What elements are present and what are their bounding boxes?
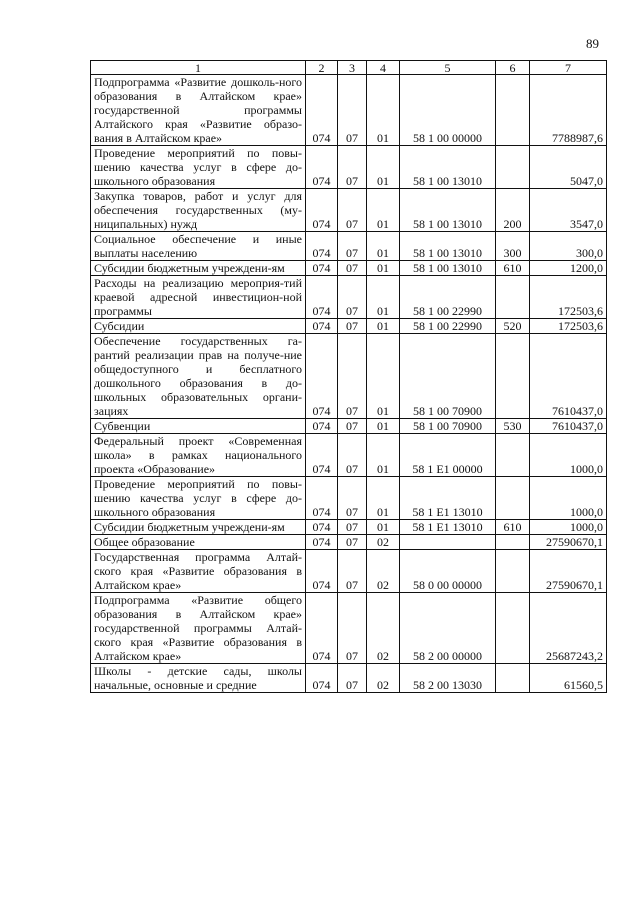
row-section-code: 07 (338, 419, 367, 434)
row-amount: 7788987,6 (530, 75, 607, 146)
header-col-6: 6 (496, 61, 530, 75)
row-name: Субвенции (91, 419, 306, 434)
row-expense-type-code: 300 (496, 232, 530, 261)
row-section-code: 07 (338, 232, 367, 261)
table-body (91, 61, 607, 693)
row-subsection-code: 01 (367, 276, 400, 319)
table-row (91, 535, 607, 550)
table-row (91, 520, 607, 535)
row-amount: 1000,0 (530, 434, 607, 477)
row-subsection-code: 01 (367, 261, 400, 276)
table-row (91, 664, 607, 693)
row-expense-type-code: 200 (496, 189, 530, 232)
row-amount: 25687243,2 (530, 593, 607, 664)
table-row (91, 189, 607, 232)
row-name: Подпрограмма «Развитие общего образования в Алтайском крае» государственной программы Алтай-ского края «Развитие образования в Алтайском крае» (91, 593, 306, 664)
row-subsection-code: 01 (367, 520, 400, 535)
budget-table (90, 60, 607, 693)
header-col-4: 4 (367, 61, 400, 75)
row-expense-type-code: 520 (496, 319, 530, 334)
row-amount: 3547,0 (530, 189, 607, 232)
row-expense-type-code: 610 (496, 261, 530, 276)
table-row (91, 232, 607, 261)
row-ministry-code: 074 (306, 146, 338, 189)
row-name: Общее образование (91, 535, 306, 550)
table-row (91, 146, 607, 189)
row-section-code: 07 (338, 75, 367, 146)
row-section-code: 07 (338, 146, 367, 189)
row-target-item-code: 58 1 00 22990 (400, 276, 496, 319)
row-section-code: 07 (338, 664, 367, 693)
row-ministry-code: 074 (306, 550, 338, 593)
row-ministry-code: 074 (306, 276, 338, 319)
row-target-item-code: 58 1 00 00000 (400, 75, 496, 146)
row-name: Расходы на реализацию мероприя-тий краевой адресной инвестицион-ной программы (91, 276, 306, 319)
row-target-item-code: 58 1 E1 00000 (400, 434, 496, 477)
row-section-code: 07 (338, 535, 367, 550)
row-subsection-code: 01 (367, 232, 400, 261)
row-ministry-code: 074 (306, 535, 338, 550)
row-expense-type-code (496, 434, 530, 477)
row-ministry-code: 074 (306, 419, 338, 434)
row-ministry-code: 074 (306, 334, 338, 419)
row-amount: 1000,0 (530, 520, 607, 535)
row-name: Субсидии бюджетным учреждени-ям (91, 520, 306, 535)
row-name: Социальное обеспечение и иные выплаты населению (91, 232, 306, 261)
table-row (91, 477, 607, 520)
row-target-item-code: 58 2 00 00000 (400, 593, 496, 664)
row-section-code: 07 (338, 520, 367, 535)
row-ministry-code: 074 (306, 593, 338, 664)
row-name: Обеспечение государственных га-рантий реализации прав на получе-ние общедоступного и бесплатного дошкольного образования в до-школьных образовательных органи-зациях (91, 334, 306, 419)
row-target-item-code: 58 1 00 13010 (400, 189, 496, 232)
table-row (91, 593, 607, 664)
row-expense-type-code (496, 550, 530, 593)
row-target-item-code: 58 1 00 70900 (400, 419, 496, 434)
row-name: Проведение мероприятий по повы-шению качества услуг в сфере до-школьного образования (91, 477, 306, 520)
row-amount: 27590670,1 (530, 550, 607, 593)
table-row (91, 434, 607, 477)
row-expense-type-code (496, 146, 530, 189)
row-amount: 1000,0 (530, 477, 607, 520)
row-name: Государственная программа Алтай-ского края «Развитие образования в Алтайском крае» (91, 550, 306, 593)
row-target-item-code: 58 1 00 13010 (400, 232, 496, 261)
row-amount: 172503,6 (530, 319, 607, 334)
row-section-code: 07 (338, 593, 367, 664)
row-amount: 7610437,0 (530, 419, 607, 434)
row-target-item-code: 58 2 00 13030 (400, 664, 496, 693)
row-subsection-code: 01 (367, 434, 400, 477)
header-col-1: 1 (91, 61, 306, 75)
row-target-item-code: 58 0 00 00000 (400, 550, 496, 593)
page-number: 89 (586, 36, 599, 51)
row-ministry-code: 074 (306, 664, 338, 693)
row-subsection-code: 01 (367, 189, 400, 232)
table-row (91, 334, 607, 419)
row-subsection-code: 02 (367, 535, 400, 550)
table-row (91, 276, 607, 319)
row-section-code: 07 (338, 276, 367, 319)
header-col-2: 2 (306, 61, 338, 75)
row-amount: 5047,0 (530, 146, 607, 189)
row-ministry-code: 074 (306, 319, 338, 334)
row-name: Субсидии (91, 319, 306, 334)
row-amount: 300,0 (530, 232, 607, 261)
row-ministry-code: 074 (306, 261, 338, 276)
table-row (91, 550, 607, 593)
row-name: Закупка товаров, работ и услуг для обеспечения государственных (му-ниципальных) нужд (91, 189, 306, 232)
row-section-code: 07 (338, 261, 367, 276)
header-col-3: 3 (338, 61, 367, 75)
row-expense-type-code: 610 (496, 520, 530, 535)
row-ministry-code: 074 (306, 434, 338, 477)
row-section-code: 07 (338, 189, 367, 232)
row-subsection-code: 01 (367, 75, 400, 146)
header-col-5: 5 (400, 61, 496, 75)
table-row (91, 75, 607, 146)
row-subsection-code: 01 (367, 146, 400, 189)
row-name: Подпрограмма «Развитие дошколь-ного образования в Алтайском крае» государственной программы Алтайского края «Развитие образо-вания в Алтайском крае» (91, 75, 306, 146)
header-col-7: 7 (530, 61, 607, 75)
row-section-code: 07 (338, 550, 367, 593)
row-name: Школы - детские сады, школы начальные, основные и средние (91, 664, 306, 693)
row-ministry-code: 074 (306, 189, 338, 232)
row-name: Проведение мероприятий по повы-шению качества услуг в сфере до-школьного образования (91, 146, 306, 189)
row-name: Субсидии бюджетным учреждени-ям (91, 261, 306, 276)
row-subsection-code: 01 (367, 334, 400, 419)
table-row (91, 261, 607, 276)
row-section-code: 07 (338, 477, 367, 520)
row-section-code: 07 (338, 319, 367, 334)
row-section-code: 07 (338, 434, 367, 477)
row-amount: 1200,0 (530, 261, 607, 276)
row-expense-type-code (496, 75, 530, 146)
row-name: Федеральный проект «Современная школа» в рамках национального проекта «Образование» (91, 434, 306, 477)
row-subsection-code: 02 (367, 593, 400, 664)
row-amount: 27590670,1 (530, 535, 607, 550)
table-row (91, 319, 607, 334)
row-expense-type-code (496, 276, 530, 319)
row-target-item-code: 58 1 E1 13010 (400, 477, 496, 520)
row-target-item-code: 58 1 E1 13010 (400, 520, 496, 535)
row-expense-type-code (496, 535, 530, 550)
row-section-code: 07 (338, 334, 367, 419)
row-subsection-code: 02 (367, 664, 400, 693)
row-target-item-code: 58 1 00 22990 (400, 319, 496, 334)
row-ministry-code: 074 (306, 75, 338, 146)
row-subsection-code: 01 (367, 319, 400, 334)
row-expense-type-code (496, 664, 530, 693)
row-ministry-code: 074 (306, 520, 338, 535)
row-target-item-code: 58 1 00 70900 (400, 334, 496, 419)
row-ministry-code: 074 (306, 477, 338, 520)
row-expense-type-code (496, 477, 530, 520)
table-header-row (91, 61, 607, 75)
row-subsection-code: 01 (367, 477, 400, 520)
row-subsection-code: 02 (367, 550, 400, 593)
table-row (91, 419, 607, 434)
row-subsection-code: 01 (367, 419, 400, 434)
row-amount: 61560,5 (530, 664, 607, 693)
row-target-item-code: 58 1 00 13010 (400, 146, 496, 189)
row-expense-type-code (496, 593, 530, 664)
row-expense-type-code: 530 (496, 419, 530, 434)
row-expense-type-code (496, 334, 530, 419)
row-amount: 172503,6 (530, 276, 607, 319)
row-amount: 7610437,0 (530, 334, 607, 419)
row-ministry-code: 074 (306, 232, 338, 261)
row-target-item-code: 58 1 00 13010 (400, 261, 496, 276)
row-target-item-code (400, 535, 496, 550)
